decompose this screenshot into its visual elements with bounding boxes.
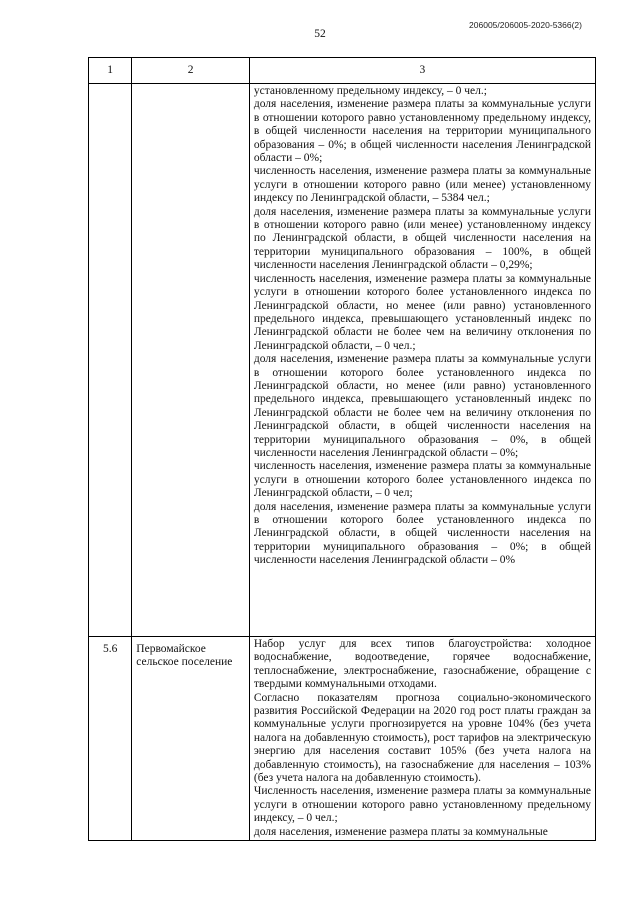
row-number: 5.6 xyxy=(89,637,132,841)
column-header-1: 1 xyxy=(89,58,132,84)
row-number xyxy=(89,84,132,637)
row-description xyxy=(249,637,595,841)
settlement-name xyxy=(132,84,250,637)
paragraph: доля населения, изменение размера платы за коммунальные услуги в отношении которого равно (или менее) установленному индексу по Ленинградской области, в общей численности населения на территории муниципального образования – 100%, в общей численности населения Ленинградской области – 0,29%; xyxy=(253,205,591,272)
paragraph: численность населения, изменение размера платы за коммунальные услуги в отношении которого равно (или менее) установленному индексу по Ленинградской области, – 5384 чел.; xyxy=(253,165,591,205)
paragraph: доля населения, изменение размера платы за коммунальные услуги в отношении которого более установленного индекса по Ленинградской области, в общей численности населения на территории муниципального образования – 0%; в общей численности населения Ленинградской области – 0% xyxy=(253,500,591,567)
paragraph: установленному предельному индексу, – 0 чел.; xyxy=(253,85,487,97)
paragraph: Набор услуг для всех типов благоустройства: холодное водоснабжение, водоотведение, горячее водоснабжение, теплоснабжение, электроснабжение, газоснабжение, обращение с твердыми коммунальными отходами. xyxy=(253,638,591,691)
paragraph: численность населения, изменение размера платы за коммунальные услуги в отношении которого более установленного индекса по Ленинградской области, но менее (или равно) установленного предельного индекса, превышающего установленный индекс по Ленинградской области не более чем на величину отклонения по Ленинградской области, – 0 чел.; xyxy=(253,272,591,352)
page-number: 52 xyxy=(314,28,326,40)
settlement-name: Первомайское сельское поселение xyxy=(132,637,250,841)
paragraph: Согласно показателям прогноза социально-экономического развития Российской Федерации на 2020 год рост платы граждан за коммунальные услуги прогнозируется на уровне 104% (без учета налога на добавленную стоимость), рост тарифов на электрическую энергию для населения составит 105% (без учета налога на добавленную стоимость), на газоснабжение для населения – 103% (без учета налога на добавленную стоимость). xyxy=(253,691,591,785)
paragraph: Численность населения, изменение размера платы за коммунальные услуги в отношении которого равно установленному предельному индексу, – 0 чел.; xyxy=(253,785,591,825)
paragraph: доля населения, изменение размера платы за коммунальные xyxy=(253,825,548,838)
row-description xyxy=(249,84,595,637)
table-row xyxy=(89,637,596,841)
table-row xyxy=(89,84,596,637)
column-header-2: 2 xyxy=(132,58,250,84)
table-header-row xyxy=(89,58,596,84)
paragraph: доля населения, изменение размера платы за коммунальные услуги в отношении которого равно установленному предельному индексу, в общей численности населения на территории муниципального образования – 0%; в общей численности населения Ленинградской области – 0%; xyxy=(253,98,591,165)
paragraph: численность населения, изменение размера платы за коммунальные услуги в отношении которого более установленного индекса по Ленинградской области, – 0 чел; xyxy=(253,460,591,500)
document-table xyxy=(88,57,596,841)
paragraph: доля населения, изменение размера платы за коммунальные услуги в отношении которого более установленного индекса по Ленинградской области, но менее (или равно) установленного предельного индекса, превышающего установленный индекс по Ленинградской области не более чем на величину отклонения по Ленинградской области, в общей численности населения на территории муниципального образования – 0%, в общей численности населения Ленинградской области – 0%; xyxy=(253,353,591,459)
column-header-3: 3 xyxy=(249,58,595,84)
document-id: 206005/206005-2020-5366(2) xyxy=(469,20,582,30)
